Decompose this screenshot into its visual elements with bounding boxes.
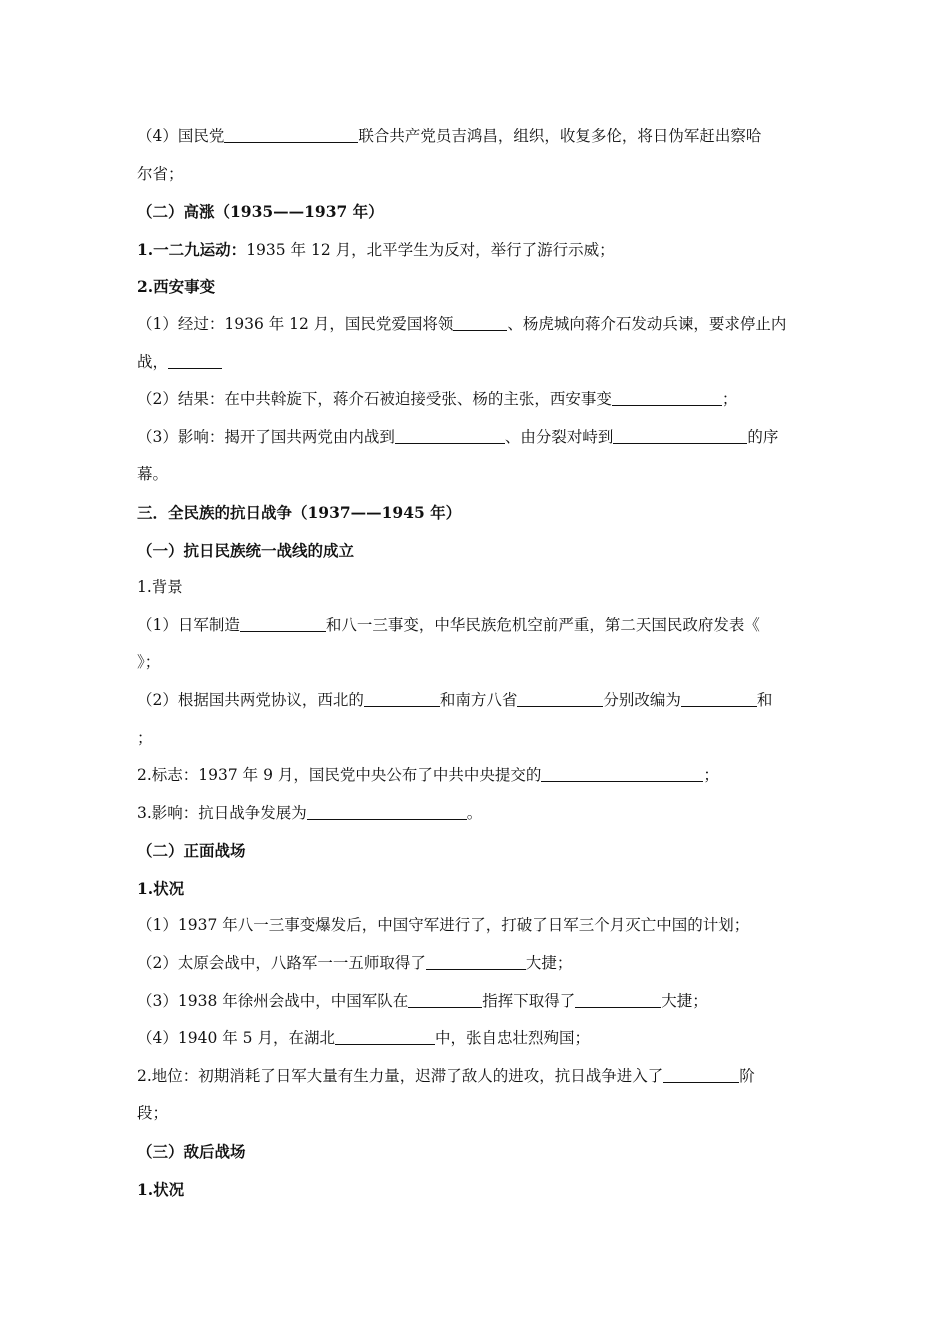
fill-blank [517, 690, 603, 707]
section-heading: （一）抗日民族统一战线的成立 [137, 540, 355, 560]
fill-blank [168, 352, 222, 369]
text-line: 尔省； [137, 164, 184, 183]
line-segment: （3）影响：揭开了国共两党由内战到 、由分裂对峙到 的序 [137, 427, 779, 446]
fill-blank [453, 314, 507, 331]
fill-blank [364, 690, 440, 707]
section-heading: （二）正面战场 [137, 841, 246, 861]
fill-blank [681, 690, 757, 707]
section-heading: （二）高涨（1935——1937 年） [137, 202, 384, 222]
text-line: 2.标志：1937 年 9 月，国民党中央公布了中共中央提交的 ； [137, 766, 719, 785]
text-line: ； [137, 728, 153, 747]
text-line: （2）结果：在中共斡旋下，蒋介石被迫接受张、杨的主张，西安事变 ； [137, 390, 738, 409]
text-line: （3）1938 年徐州会战中，中国军队在 指挥下取得了 大捷； [137, 991, 708, 1010]
text-line: 》； [137, 653, 161, 672]
fill-blank [307, 803, 467, 820]
fill-blank [240, 615, 326, 632]
text-line [137, 1058, 817, 1096]
section-heading: 1.状况 [137, 1179, 185, 1199]
text-line: 1.背景 [137, 578, 183, 597]
fill-blank [575, 991, 661, 1008]
text-line [137, 419, 817, 457]
line-segment: 2.地位：初期消耗了日军大量有生力量，迟滞了敌人的进攻，抗日战争进入了 阶 [137, 1066, 755, 1085]
text-line: （4）1940 年 5 月，在湖北 中，张自忠壮烈殉国； [137, 1029, 590, 1048]
text-line: 战， [137, 344, 817, 382]
text-line: 幕。 [137, 465, 169, 484]
text-line: （1）1937 年八一三事变爆发后，中国守军进行了，打破了日军三个月灭亡中国的计划； [137, 916, 750, 935]
text-line: （2）太原会战中，八路军一一五师取得了 大捷； [137, 954, 573, 973]
section-heading: 1.状况 [137, 878, 185, 898]
section-heading: 2.西安事变 [137, 277, 216, 297]
line-segment: （1）日军制造 和八一三事变，中华民族危机空前严重，第二天国民政府发表《 [137, 615, 760, 634]
fill-blank [663, 1066, 739, 1083]
line-segment: （2）根据国共两党协议，西北的 和南方八省 分别改编为 和 [137, 690, 773, 709]
line-segment: （1）经过：1936 年 12 月，国民党爱国将领 、杨虎城向蒋介石发动兵谏，要求停止内 [137, 314, 787, 333]
section-heading: （三）敌后战场 [137, 1142, 246, 1162]
fill-blank [395, 427, 505, 444]
text-line: 3.影响：抗日战争发展为 。 [137, 803, 483, 822]
text-line [137, 607, 817, 645]
text-line [137, 682, 817, 720]
fill-blank [613, 427, 747, 444]
document-page [137, 118, 817, 1208]
text-line: 段； [137, 1104, 169, 1123]
fill-blank [408, 991, 482, 1008]
line-segment: （4）国民党 联合共产党员吉鸿昌，组织，收复多伦，将日伪军赶出察哈 [137, 127, 762, 145]
section-heading: 三．全民族的抗日战争（1937——1945 年） [137, 502, 462, 522]
fill-blank [426, 953, 526, 970]
fill-blank [612, 389, 722, 406]
text-line: 1.一二九运动：1935 年 12 月，北平学生为反对，举行了游行示威； [137, 239, 615, 259]
text-line [137, 118, 817, 156]
text-line [137, 306, 817, 344]
fill-blank [541, 765, 703, 782]
fill-blank [224, 126, 358, 143]
fill-blank [335, 1028, 435, 1045]
